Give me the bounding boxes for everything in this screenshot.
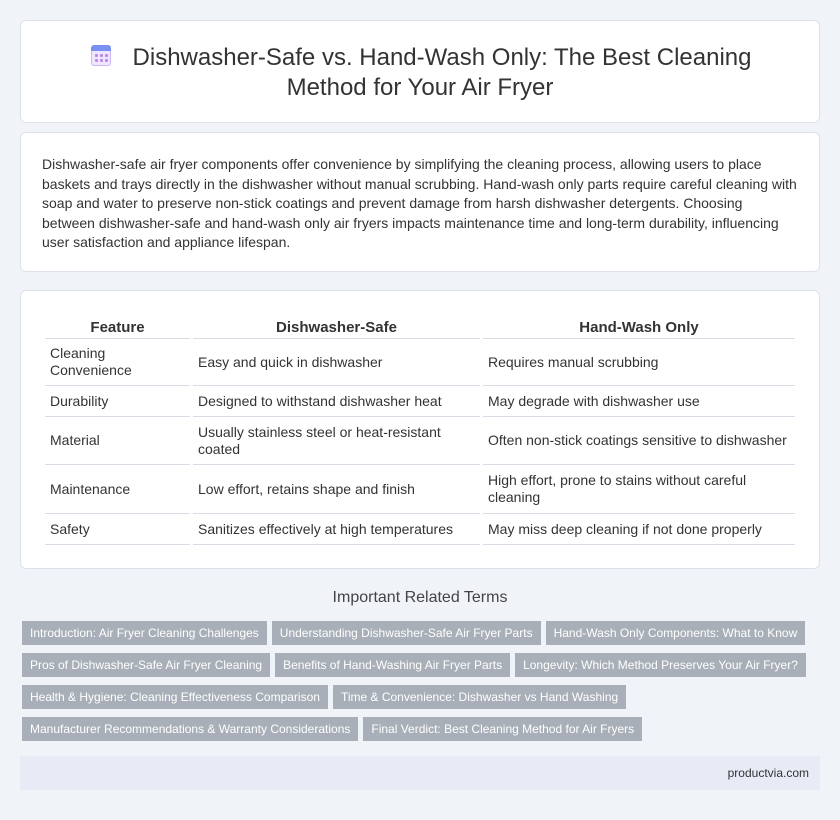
related-terms-list — [22, 621, 822, 749]
table-cell: Easy and quick in dishwasher — [193, 339, 480, 386]
page-title — [51, 43, 789, 103]
related-terms-title: Important Related Terms — [332, 589, 508, 606]
table-row — [45, 514, 795, 545]
table-cell: Requires manual scrubbing — [483, 339, 795, 386]
table-cell: Low effort, retains shape and finish — [193, 465, 480, 514]
related-term-tag[interactable]: Health & Hygiene: Cleaning Effectiveness Comparison — [22, 685, 328, 709]
intro-card — [20, 132, 820, 272]
table-row — [45, 386, 795, 417]
table-cell: Sanitizes effectively at high temperatures — [193, 514, 480, 545]
related-term-tag[interactable]: Final Verdict: Best Cleaning Method for Air Fryers — [363, 717, 642, 741]
table-cell: Cleaning Convenience — [45, 339, 190, 386]
comparison-card — [20, 290, 820, 569]
table-cell: Safety — [45, 514, 190, 545]
related-term-tag[interactable]: Hand-Wash Only Components: What to Know — [546, 621, 806, 645]
header-feature: Feature — [45, 317, 190, 339]
related-term-tag[interactable]: Manufacturer Recommendations & Warranty Considerations — [22, 717, 358, 741]
related-term-tag[interactable]: Time & Convenience: Dishwasher vs Hand Washing — [333, 685, 626, 709]
header-card — [20, 20, 820, 123]
related-term-tag[interactable]: Longevity: Which Method Preserves Your Air Fryer? — [515, 653, 806, 677]
header-dishwasher-safe: Dishwasher-Safe — [193, 317, 480, 339]
table-cell: Material — [45, 417, 190, 465]
table-cell: May miss deep cleaning if not done properly — [483, 514, 795, 545]
page-title-text: Dishwasher-Safe vs. Hand-Wash Only: The Best Cleaning Method for Your Air Fryer — [132, 44, 752, 101]
table-row — [45, 465, 795, 514]
intro-paragraph: Dishwasher-safe air fryer components offer convenience by simplifying the cleaning process, allowing users to place baskets and trays directly in the dishwasher without manual scrubbing. Hand-wash only parts require careful cleaning with soap and water to preserve non-stick coatings and prevent damage from harsh dishwasher detergents. Choosing between dishwasher-safe and hand-wash only air fryers impacts maintenance time and long-term durability, influencing user satisfaction and appliance lifespan. — [42, 156, 797, 250]
footer — [20, 756, 820, 790]
related-term-tag[interactable]: Benefits of Hand-Washing Air Fryer Parts — [275, 653, 510, 677]
table-header-row — [45, 317, 795, 339]
table-cell: Designed to withstand dishwasher heat — [193, 386, 480, 417]
calendar-icon — [89, 44, 115, 68]
header-hand-wash-only: Hand-Wash Only — [483, 317, 795, 339]
table-cell: Usually stainless steel or heat-resistant coated — [193, 417, 480, 465]
table-cell: High effort, prone to stains without careful cleaning — [483, 465, 795, 514]
table-cell: Often non-stick coatings sensitive to dishwasher — [483, 417, 795, 465]
table-cell: Maintenance — [45, 465, 190, 514]
footer-site-link[interactable]: productvia.com — [727, 766, 809, 780]
related-term-tag[interactable]: Introduction: Air Fryer Cleaning Challenges — [22, 621, 267, 645]
table-cell: May degrade with dishwasher use — [483, 386, 795, 417]
comparison-table — [42, 317, 798, 545]
related-term-tag[interactable]: Understanding Dishwasher-Safe Air Fryer Parts — [272, 621, 541, 645]
table-cell: Durability — [45, 386, 190, 417]
table-row — [45, 339, 795, 386]
related-term-tag[interactable]: Pros of Dishwasher-Safe Air Fryer Cleaning — [22, 653, 270, 677]
table-row — [45, 417, 795, 465]
